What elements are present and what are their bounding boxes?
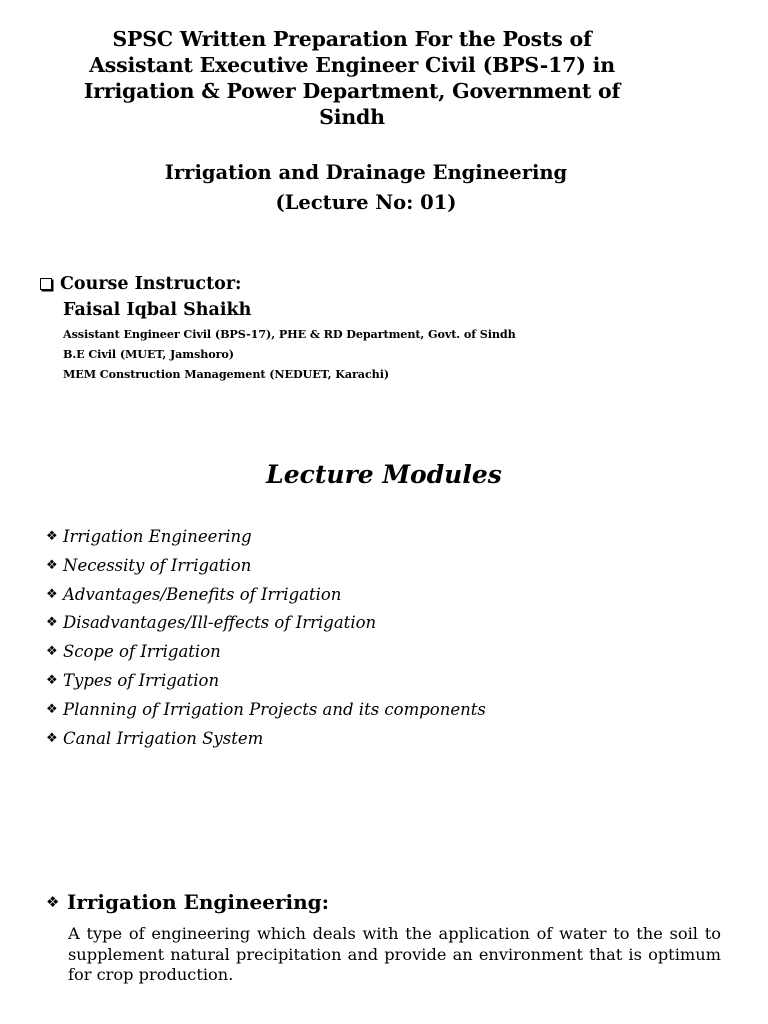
module-item <box>46 696 486 725</box>
module-label: Disadvantages/Ill-effects of Irrigation <box>63 613 377 633</box>
section-heading <box>46 888 329 916</box>
diamond-bullet-icon: ❖ <box>46 615 58 631</box>
module-label: Canal Irrigation System <box>63 728 264 748</box>
document-title <box>60 26 644 130</box>
instructor-name: Faisal Iqbal Shaikh <box>63 300 252 320</box>
module-item <box>46 523 486 552</box>
modules-title: Lecture Modules <box>266 460 502 489</box>
module-label: Scope of Irrigation <box>63 642 221 662</box>
title-line: Assistant Executive Engineer Civil (BPS-17) in <box>89 53 615 77</box>
module-list <box>46 523 486 753</box>
instructor-heading <box>40 272 516 296</box>
module-label: Advantages/Benefits of Irrigation <box>63 584 342 604</box>
section-heading-label: Irrigation Engineering: <box>67 890 330 914</box>
instructor-credential: B.E Civil (MUET, Jamshoro) <box>63 347 234 361</box>
title-line: Sindh <box>319 105 385 129</box>
diamond-bullet-icon: ❖ <box>46 730 58 746</box>
diamond-bullet-icon: ❖ <box>46 529 58 544</box>
instructor-heading-label: Course Instructor: <box>60 274 242 294</box>
instructor-credential: Assistant Engineer Civil (BPS-17), PHE & RD Department, Govt. of Sindh <box>63 327 516 341</box>
title-line: SPSC Written Preparation For the Posts of <box>112 27 592 51</box>
lecture-number: (Lecture No: 01) <box>275 191 457 214</box>
diamond-bullet-icon: ❖ <box>46 893 60 911</box>
subject-title: Irrigation and Drainage Engineering <box>164 161 568 184</box>
instructor-credential: MEM Construction Management (NEDUET, Karachi) <box>63 367 390 381</box>
module-item <box>46 609 486 638</box>
module-label: Planning of Irrigation Projects and its components <box>63 699 486 719</box>
module-label: Necessity of Irrigation <box>63 555 252 575</box>
module-item <box>46 638 486 667</box>
module-item <box>46 552 486 581</box>
module-item <box>46 667 486 696</box>
subject-block <box>100 158 632 218</box>
instructor-block <box>40 272 516 384</box>
diamond-bullet-icon: ❖ <box>46 701 58 717</box>
module-item <box>46 725 486 754</box>
diamond-bullet-icon: ❖ <box>46 672 58 688</box>
module-label: Types of Irrigation <box>63 670 220 690</box>
section-body: A type of engineering which deals with the application of water to the soil to supplement natural precipitation and provide an environment that is optimum for crop production. <box>68 924 721 984</box>
module-label: Irrigation Engineering <box>63 527 252 546</box>
checkbox-bullet-icon <box>40 278 52 290</box>
diamond-bullet-icon: ❖ <box>46 557 58 573</box>
module-item <box>46 581 486 610</box>
diamond-bullet-icon: ❖ <box>46 644 58 660</box>
diamond-bullet-icon: ❖ <box>46 586 58 602</box>
title-line: Irrigation & Power Department, Government of <box>83 79 621 103</box>
